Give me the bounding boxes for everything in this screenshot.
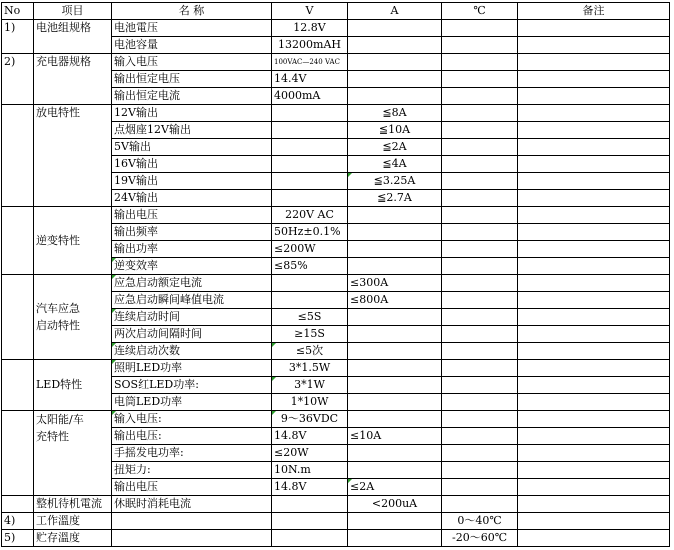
cell-empty bbox=[348, 224, 442, 241]
emergency-r1-value: ≤300A bbox=[348, 275, 442, 292]
charger-out-i-label: 输出恒定电流 bbox=[112, 88, 272, 105]
cell-empty bbox=[442, 275, 518, 292]
cell-empty bbox=[518, 292, 670, 309]
discharge-r5-value: ≦3.25A bbox=[348, 173, 442, 190]
cell-empty bbox=[442, 54, 518, 71]
cell-empty bbox=[518, 54, 670, 71]
cell-empty bbox=[518, 224, 670, 241]
battery-capacity-label: 电池容量 bbox=[112, 37, 272, 54]
cell-empty bbox=[348, 462, 442, 479]
emergency-r3-label: 连续启动时间 bbox=[112, 309, 272, 326]
emergency-r4-label: 两次启动间隔时间 bbox=[112, 326, 272, 343]
cell-empty bbox=[518, 394, 670, 411]
emergency-r3-value: ≤5S bbox=[272, 309, 348, 326]
emergency-item-line1: 汽车应急 bbox=[36, 302, 80, 315]
charger-out-i-value: 4000mA bbox=[272, 88, 348, 105]
standby-label: 休眠时消耗电流 bbox=[112, 496, 272, 513]
cell-empty bbox=[442, 258, 518, 275]
emergency-item bbox=[34, 275, 112, 360]
battery-voltage-value: 12.8V bbox=[272, 20, 348, 37]
inverter-r3-value: ≤200W bbox=[272, 241, 348, 258]
discharge-r3-value: ≦2A bbox=[348, 139, 442, 156]
cell-empty bbox=[518, 377, 670, 394]
cell-empty bbox=[348, 343, 442, 360]
cell-empty bbox=[348, 411, 442, 428]
cell-empty bbox=[518, 71, 670, 88]
solar-r2-label: 输出电压: bbox=[112, 428, 272, 445]
cell-empty bbox=[348, 258, 442, 275]
charger-out-v-label: 输出恒定电压 bbox=[112, 71, 272, 88]
cell-empty bbox=[272, 122, 348, 139]
cell-empty bbox=[442, 88, 518, 105]
cell-empty bbox=[442, 377, 518, 394]
cell-empty bbox=[348, 326, 442, 343]
cell-empty bbox=[442, 190, 518, 207]
cell-empty bbox=[348, 394, 442, 411]
emergency-r2-label: 应急启动瞬间峰值电流 bbox=[112, 292, 272, 309]
led-item: LED特性 bbox=[34, 360, 112, 411]
emergency-r1-label: 应急启动额定电流 bbox=[112, 275, 272, 292]
charger-input-value: 100VAC—240 VAC bbox=[272, 54, 348, 71]
solar-r3-value: ≤20W bbox=[272, 445, 348, 462]
working-temp-value: 0～40℃ bbox=[442, 513, 518, 530]
inverter-r2-label: 输出频率 bbox=[112, 224, 272, 241]
cell-empty bbox=[518, 360, 670, 377]
cell-empty bbox=[272, 139, 348, 156]
led-r3-value: 1*10W bbox=[272, 394, 348, 411]
cell-empty bbox=[518, 37, 670, 54]
cell-empty bbox=[272, 513, 348, 530]
standby-value: <200uA bbox=[348, 496, 442, 513]
storage-temp-value: -20～60℃ bbox=[442, 530, 518, 547]
solar-r3-label: 手摇发电功率: bbox=[112, 445, 272, 462]
inverter-r1-label: 输出电压 bbox=[112, 207, 272, 224]
cell-empty bbox=[442, 105, 518, 122]
table-row bbox=[2, 275, 670, 292]
header-a: A bbox=[348, 3, 442, 20]
cell-empty bbox=[348, 241, 442, 258]
solar-r5-a: ≤2A bbox=[348, 479, 442, 496]
discharge-r1-value: ≦8A bbox=[348, 105, 442, 122]
cell-empty bbox=[518, 139, 670, 156]
cell-empty bbox=[348, 71, 442, 88]
header-item: 项目 bbox=[34, 3, 112, 20]
cell-empty bbox=[518, 411, 670, 428]
charger-out-v-value: 14.4V bbox=[272, 71, 348, 88]
cell-empty bbox=[442, 292, 518, 309]
inverter-r1-value: 220V AC bbox=[272, 207, 348, 224]
cell-empty bbox=[2, 496, 34, 513]
charger-no: 2) bbox=[2, 54, 34, 105]
storage-temp-item: 贮存溫度 bbox=[34, 530, 112, 547]
cell-empty bbox=[518, 20, 670, 37]
cell-empty bbox=[518, 241, 670, 258]
table-row bbox=[2, 411, 670, 428]
cell-empty bbox=[442, 71, 518, 88]
inverter-r4-value: ≤85% bbox=[272, 258, 348, 275]
solar-r2-a: ≤10A bbox=[348, 428, 442, 445]
working-temp-item: 工作溫度 bbox=[34, 513, 112, 530]
cell-empty bbox=[442, 343, 518, 360]
solar-item-line2: 充特性 bbox=[36, 430, 69, 443]
emergency-item-line2: 启动特性 bbox=[36, 319, 80, 332]
cell-empty bbox=[442, 496, 518, 513]
solar-r5-v: 14.8V bbox=[272, 479, 348, 496]
cell-empty bbox=[518, 530, 670, 547]
discharge-r1-label: 12V输出 bbox=[112, 105, 272, 122]
table-row bbox=[2, 496, 670, 513]
cell-empty bbox=[518, 105, 670, 122]
cell-empty bbox=[2, 360, 34, 411]
solar-r1-label: 输入电压: bbox=[112, 411, 272, 428]
discharge-r4-value: ≦4A bbox=[348, 156, 442, 173]
cell-empty bbox=[442, 20, 518, 37]
cell-empty bbox=[112, 513, 272, 530]
header-name: 名 称 bbox=[112, 3, 272, 20]
cell-empty bbox=[272, 275, 348, 292]
cell-empty bbox=[442, 139, 518, 156]
cell-empty bbox=[442, 37, 518, 54]
header-temp: ℃ bbox=[442, 3, 518, 20]
cell-empty bbox=[442, 241, 518, 258]
cell-empty bbox=[272, 156, 348, 173]
solar-r4-label: 扭矩力: bbox=[112, 462, 272, 479]
cell-empty bbox=[442, 224, 518, 241]
charger-input-label: 输入电压 bbox=[112, 54, 272, 71]
cell-empty bbox=[272, 190, 348, 207]
cell-empty bbox=[442, 394, 518, 411]
table-row bbox=[2, 530, 670, 547]
cell-empty bbox=[442, 326, 518, 343]
cell-empty bbox=[272, 105, 348, 122]
led-r1-value: 3*1.5W bbox=[272, 360, 348, 377]
inverter-r3-label: 输出功率 bbox=[112, 241, 272, 258]
cell-empty bbox=[442, 428, 518, 445]
cell-empty bbox=[518, 122, 670, 139]
cell-empty bbox=[518, 496, 670, 513]
working-temp-no: 4) bbox=[2, 513, 34, 530]
inverter-item: 逆变特性 bbox=[34, 207, 112, 275]
battery-item: 电池组规格 bbox=[34, 20, 112, 54]
cell-empty bbox=[348, 37, 442, 54]
standby-item: 整机待机電流 bbox=[34, 496, 112, 513]
table-row bbox=[2, 105, 670, 122]
cell-empty bbox=[442, 173, 518, 190]
cell-empty bbox=[518, 326, 670, 343]
cell-empty bbox=[518, 479, 670, 496]
led-r2-value: 3*1W bbox=[272, 377, 348, 394]
cell-empty bbox=[442, 479, 518, 496]
emergency-r2-value: ≤800A bbox=[348, 292, 442, 309]
inverter-r2-value: 50Hz±0.1% bbox=[272, 224, 348, 241]
solar-r1-value: 9～36VDC bbox=[272, 411, 348, 428]
storage-temp-no: 5) bbox=[2, 530, 34, 547]
cell-empty bbox=[518, 343, 670, 360]
cell-empty bbox=[348, 54, 442, 71]
header-v: V bbox=[272, 3, 348, 20]
cell-empty bbox=[518, 275, 670, 292]
cell-empty bbox=[348, 20, 442, 37]
cell-empty bbox=[348, 309, 442, 326]
cell-empty bbox=[518, 428, 670, 445]
led-r1-label: 照明LED功率 bbox=[112, 360, 272, 377]
cell-empty bbox=[518, 156, 670, 173]
cell-empty bbox=[518, 207, 670, 224]
discharge-r3-label: 5V输出 bbox=[112, 139, 272, 156]
cell-empty bbox=[518, 173, 670, 190]
solar-r4-value: 10N.m bbox=[272, 462, 348, 479]
emergency-r5-label: 连续启动次数 bbox=[112, 343, 272, 360]
cell-empty bbox=[518, 88, 670, 105]
cell-empty bbox=[348, 360, 442, 377]
battery-capacity-value: 13200mAH bbox=[272, 37, 348, 54]
battery-no: 1) bbox=[2, 20, 34, 54]
cell-empty bbox=[442, 462, 518, 479]
cell-empty bbox=[348, 88, 442, 105]
cell-empty bbox=[442, 360, 518, 377]
cell-empty bbox=[272, 496, 348, 513]
charger-item: 充电器规格 bbox=[34, 54, 112, 105]
cell-empty bbox=[348, 377, 442, 394]
discharge-item: 放电特性 bbox=[34, 105, 112, 207]
cell-empty bbox=[518, 462, 670, 479]
emergency-r4-value: ≥15S bbox=[272, 326, 348, 343]
battery-voltage-label: 电池電压 bbox=[112, 20, 272, 37]
emergency-r5-value: ≤5次 bbox=[272, 343, 348, 360]
cell-empty bbox=[442, 122, 518, 139]
solar-r5-label: 输出电压 bbox=[112, 479, 272, 496]
discharge-r2-label: 点烟座12V输出 bbox=[112, 122, 272, 139]
cell-empty bbox=[112, 530, 272, 547]
cell-empty bbox=[518, 309, 670, 326]
solar-item bbox=[34, 411, 112, 496]
header-no: No bbox=[2, 3, 34, 20]
cell-empty bbox=[2, 207, 34, 275]
solar-r2-v: 14.8V bbox=[272, 428, 348, 445]
cell-empty bbox=[518, 258, 670, 275]
cell-empty bbox=[518, 190, 670, 207]
cell-empty bbox=[272, 173, 348, 190]
cell-empty bbox=[518, 513, 670, 530]
cell-empty bbox=[348, 530, 442, 547]
discharge-r6-value: ≦2.7A bbox=[348, 190, 442, 207]
cell-empty bbox=[272, 292, 348, 309]
cell-empty bbox=[348, 207, 442, 224]
table-row bbox=[2, 207, 670, 224]
led-r2-label: SOS红LED功率: bbox=[112, 377, 272, 394]
table-row bbox=[2, 20, 670, 37]
cell-empty bbox=[348, 513, 442, 530]
header-remark: 备注 bbox=[518, 3, 670, 20]
cell-empty bbox=[442, 207, 518, 224]
cell-empty bbox=[442, 309, 518, 326]
table-row bbox=[2, 513, 670, 530]
cell-empty bbox=[442, 411, 518, 428]
discharge-r2-value: ≦10A bbox=[348, 122, 442, 139]
cell-empty bbox=[2, 411, 34, 496]
cell-empty bbox=[442, 156, 518, 173]
cell-empty bbox=[348, 445, 442, 462]
discharge-r6-label: 24V输出 bbox=[112, 190, 272, 207]
cell-empty bbox=[518, 445, 670, 462]
table-row bbox=[2, 360, 670, 377]
header-row bbox=[2, 3, 670, 20]
solar-item-line1: 太阳能/车 bbox=[36, 413, 84, 426]
led-r3-label: 电筒LED功率 bbox=[112, 394, 272, 411]
cell-empty bbox=[442, 445, 518, 462]
inverter-r4-label: 逆变效率 bbox=[112, 258, 272, 275]
cell-empty bbox=[2, 275, 34, 360]
table-row bbox=[2, 54, 670, 71]
cell-empty bbox=[272, 530, 348, 547]
spec-table bbox=[1, 2, 670, 547]
discharge-r5-label: 19V输出 bbox=[112, 173, 272, 190]
cell-empty bbox=[2, 105, 34, 207]
discharge-r4-label: 16V输出 bbox=[112, 156, 272, 173]
